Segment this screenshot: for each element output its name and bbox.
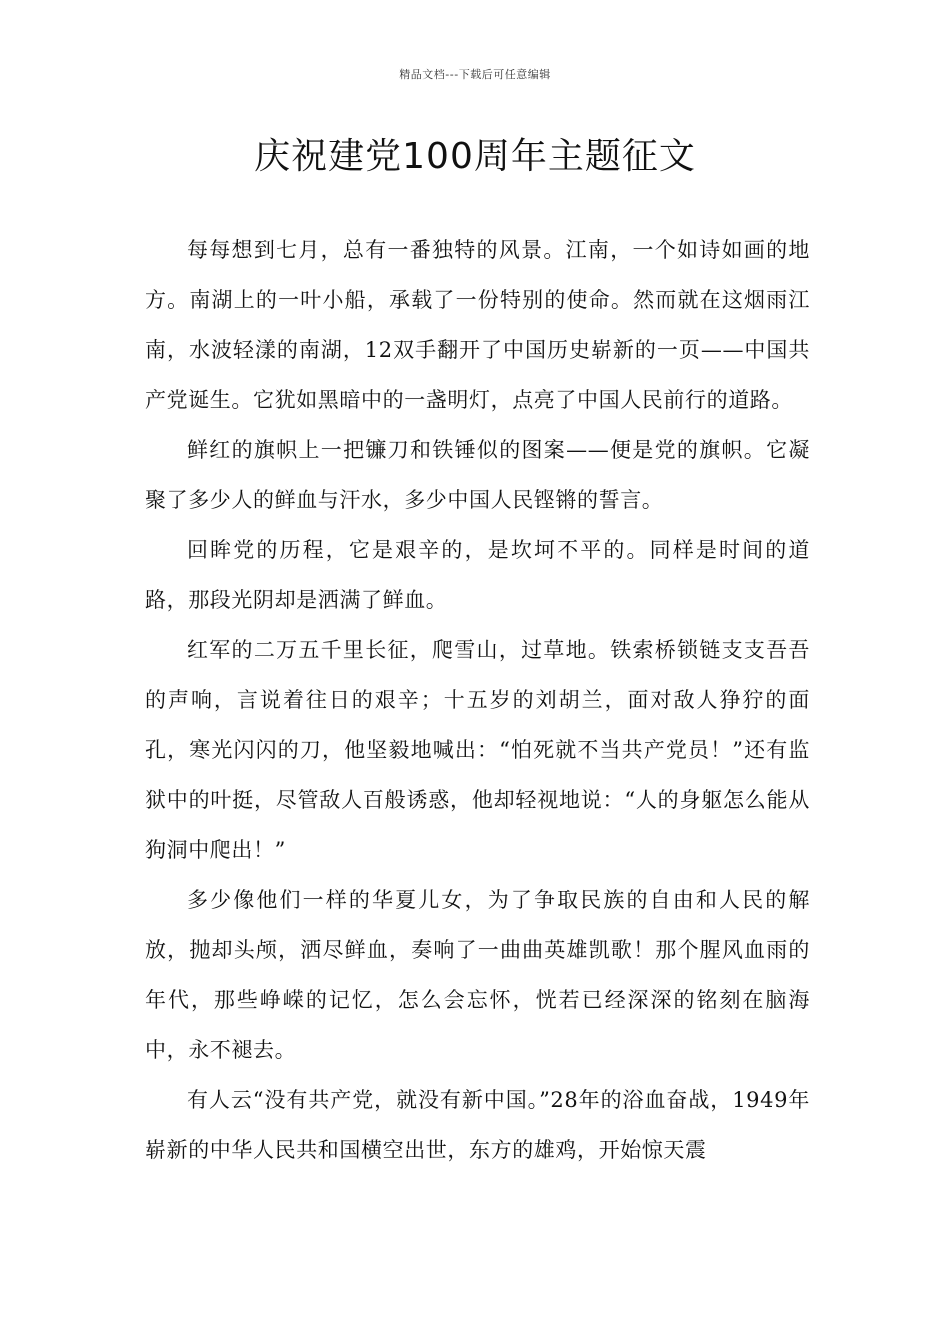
paragraph: 每每想到七月，总有一番独特的风景。江南，一个如诗如画的地方。南湖上的一叶小船，承载了一份特别的使命。然而就在这烟雨江南，水波轻漾的南湖，12双手翻开了中国历史崭新的一页——中国共产党诞生。它犹如黑暗中的一盏明灯，点亮了中国人民前行的道路。 xyxy=(145,238,810,412)
paragraph: 多少像他们一样的华夏儿女，为了争取民族的自由和人民的解放，抛却头颅，洒尽鲜血，奏响了一曲曲英雄凯歌！那个腥风血雨的年代，那些峥嵘的记忆，怎么会忘怀，恍若已经深深的铭刻在脑海中，永不褪去。 xyxy=(145,888,810,1062)
paragraph: 有人云“没有共产党，就没有新中国。”28年的浴血奋战，1949年崭新的中华人民共和国横空出世，东方的雄鸡，开始惊天震 xyxy=(145,1088,810,1162)
document-body xyxy=(145,225,810,1175)
paragraph: 红军的二万五千里长征，爬雪山，过草地。铁索桥锁链支支吾吾的声响，言说着往日的艰辛；十五岁的刘胡兰，面对敌人狰狞的面孔，寒光闪闪的刀，他坚毅地喊出：“怕死就不当共产党员！”还有监狱中的叶挺，尽管敌人百般诱惑，他却轻视地说：“人的身躯怎么能从狗洞中爬出！” xyxy=(145,638,810,862)
document-title: 庆祝建党100周年主题征文 xyxy=(254,136,696,177)
paragraph: 回眸党的历程，它是艰辛的，是坎坷不平的。同样是时间的道路，那段光阴却是洒满了鲜血。 xyxy=(145,538,810,612)
header-note: 精品文档---下载后可任意编辑 xyxy=(399,68,551,81)
paragraph: 鲜红的旗帜上一把镰刀和铁锤似的图案——便是党的旗帜。它凝聚了多少人的鲜血与汗水，多少中国人民铿锵的誓言。 xyxy=(145,438,810,512)
